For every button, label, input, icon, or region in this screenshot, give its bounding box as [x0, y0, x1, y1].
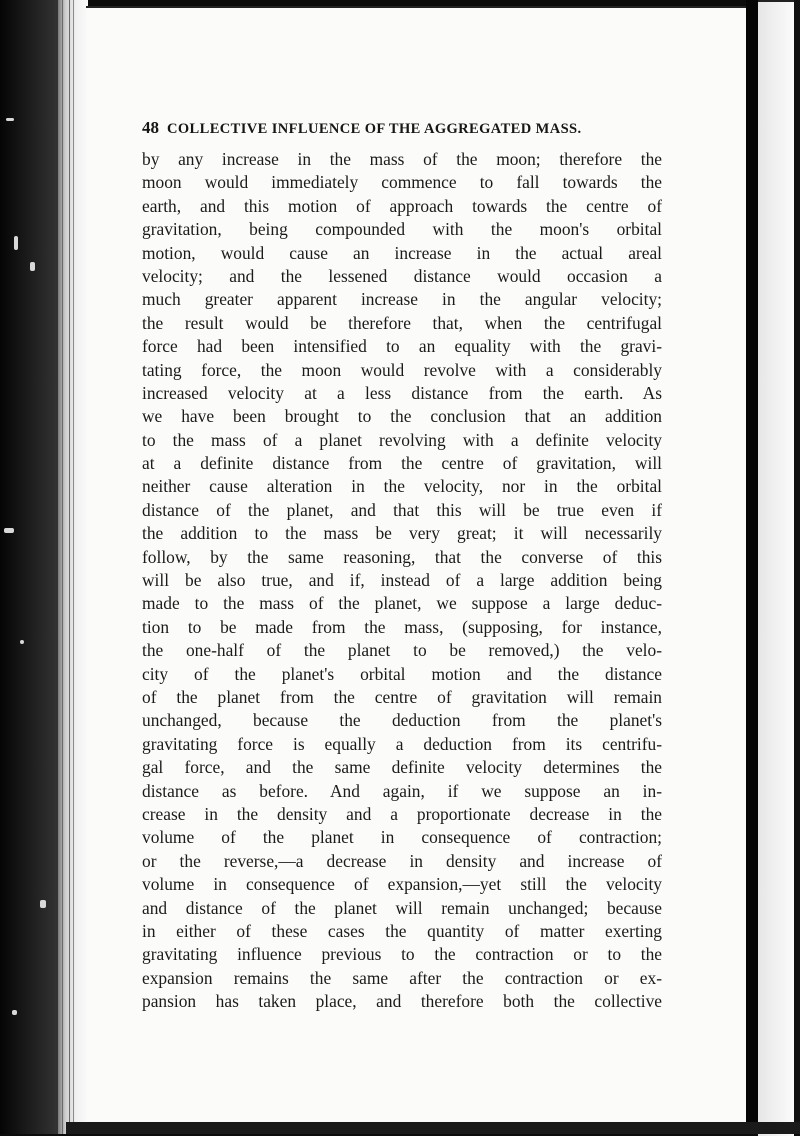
scan-bottom-edge — [66, 1122, 800, 1134]
binding-rule — [73, 0, 74, 1134]
binding-rule — [62, 0, 63, 1134]
text-line: made to the mass of the planet, we suppose a large deduc- — [142, 593, 662, 614]
text-line: unchanged, because the deduction from the planet's — [142, 710, 662, 731]
text-line: much greater apparent increase in the angular velocity; — [142, 289, 662, 310]
scan-left-margin — [0, 0, 66, 1134]
running-title: COLLECTIVE INFLUENCE OF THE AGGREGATED MASS. — [167, 121, 582, 137]
scan-speck — [20, 640, 24, 644]
text-line: city of the planet's orbital motion and the distance — [142, 663, 662, 684]
scan-speck — [12, 1010, 17, 1015]
text-line: neither cause alteration in the velocity, nor in the orbital — [142, 476, 662, 497]
text-line: the one-half of the planet to be removed,) the velo- — [142, 640, 662, 661]
text-line: to the mass of a planet revolving with a definite velocity — [142, 429, 662, 450]
text-line: crease in the density and a proportionate decrease in the — [142, 803, 662, 824]
next-page-sliver — [758, 0, 794, 1136]
text-line: by any increase in the mass of the moon; therefore the — [142, 149, 662, 169]
text-line: gravitating force is equally a deduction from its centrifu- — [142, 733, 662, 754]
binding-rule — [69, 0, 70, 1134]
text-line: gal force, and the same definite velocity determines the — [142, 757, 662, 778]
text-line: volume in consequence of expansion,—yet still the velocity — [142, 874, 662, 895]
text-line: force had been intensified to an equality with the gravi- — [142, 336, 662, 357]
text-line: earth, and this motion of approach towards the centre of — [142, 195, 662, 216]
text-line: gravitating influence previous to the contraction or to the — [142, 944, 662, 965]
text-line: of the planet from the centre of gravitation will remain — [142, 686, 662, 707]
text-line: gravitation, being compounded with the moon's orbital — [142, 219, 662, 240]
text-line: at a definite distance from the centre of gravitation, will — [142, 453, 662, 474]
text-line: in either of these cases the quantity of matter exerting — [142, 920, 662, 941]
page-number: 48 — [142, 118, 159, 137]
text-line: moon would immediately commence to fall towards the — [142, 172, 662, 193]
text-line: the addition to the mass be very great; it will necessarily — [142, 523, 662, 544]
text-line: the result would be therefore that, when the centrifugal — [142, 312, 662, 333]
scan-speck — [14, 236, 18, 250]
text-line: motion, would cause an increase in the actual areal — [142, 242, 662, 263]
running-head — [142, 118, 662, 138]
text-line: expansion remains the same after the contraction or ex- — [142, 967, 662, 988]
text-line: and distance of the planet will remain unchanged; because — [142, 897, 662, 918]
text-line: distance as before. And again, if we suppose an in- — [142, 780, 662, 801]
text-line: tion to be made from the mass, (supposing, for instance, — [142, 616, 662, 637]
scan-right-gap — [746, 0, 758, 1134]
body-text — [142, 148, 662, 1013]
scan-speck — [4, 528, 14, 533]
scan-speck — [6, 118, 14, 121]
text-line: follow, by the same reasoning, that the converse of this — [142, 546, 662, 567]
text-line: pansion has taken place, and therefore both the collective — [142, 991, 662, 1012]
text-line: velocity; and the lessened distance would occasion a — [142, 265, 662, 286]
scan-right-edge — [794, 0, 800, 1134]
text-line: distance of the planet, and that this will be true even if — [142, 499, 662, 520]
text-line: we have been brought to the conclusion that an addition — [142, 406, 662, 427]
page-binding — [58, 0, 88, 1134]
text-line: will be also true, and if, instead of a large addition being — [142, 570, 662, 591]
scan-speck — [40, 900, 46, 908]
text-line: or the reverse,—a decrease in density and increase of — [142, 850, 662, 871]
text-line: increased velocity at a less distance from the earth. As — [142, 382, 662, 403]
scan-speck — [30, 262, 35, 271]
text-line: tating force, the moon would revolve with a considerably — [142, 359, 662, 380]
text-line: volume of the planet in consequence of contraction; — [142, 827, 662, 848]
